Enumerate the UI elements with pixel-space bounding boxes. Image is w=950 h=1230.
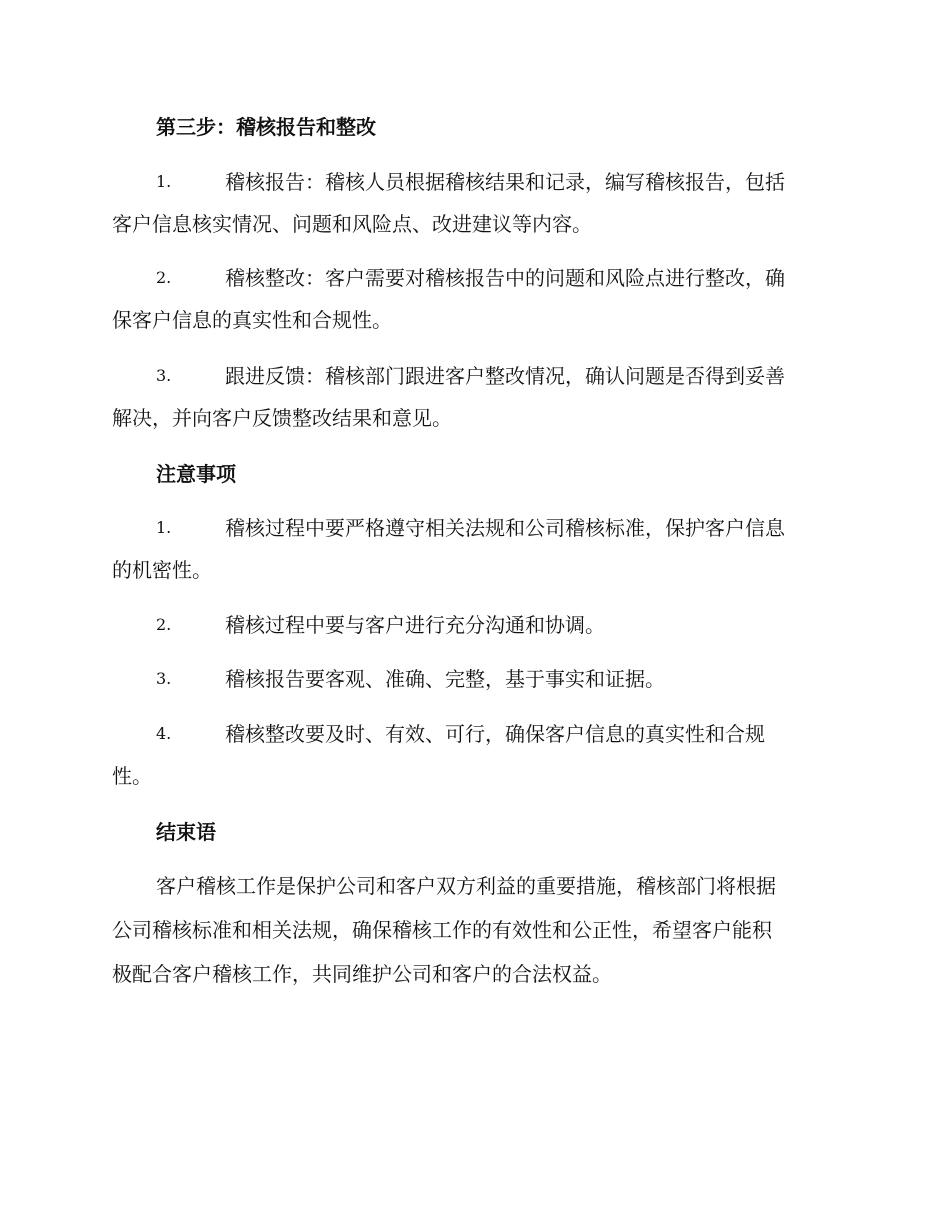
list-item-text: 跟进反馈：稽核部门跟进客户整改情况，确认问题是否得到妥善 (225, 364, 785, 388)
list-item-text: 稽核过程中要严格遵守相关法规和公司稽核标准，保护客户信息 (225, 516, 785, 540)
list-item (112, 257, 836, 341)
list-item-number: 1. (156, 172, 172, 191)
list-item-number: 2. (156, 268, 172, 287)
list-item-number: 2. (156, 615, 172, 634)
list-item-text: 稽核整改要及时、有效、可行，确保客户信息的真实性和合规 (225, 722, 765, 746)
list-item-number: 3. (156, 366, 172, 385)
list-item (112, 355, 836, 439)
paragraph-line: 公司稽核标准和相关法规，确保稽核工作的有效性和公正性，希望客户能积 (112, 918, 772, 942)
list-item-text-continued: 的机密性。 (112, 558, 212, 582)
list-item-text-continued: 保客户信息的真实性和合规性。 (112, 308, 392, 332)
list-item (112, 507, 836, 591)
list-item-text: 稽核报告：稽核人员根据稽核结果和记录，编写稽核报告，包括 (225, 170, 785, 194)
list-item-number: 4. (156, 724, 172, 743)
list-item-text-continued: 解决，并向客户反馈整改结果和意见。 (112, 406, 452, 430)
paragraph-line: 极配合客户稽核工作，共同维护公司和客户的合法权益。 (112, 962, 612, 986)
section-heading-audit-report: 第三步：稽核报告和整改 (156, 115, 376, 139)
list-item-text: 稽核报告要客观、准确、完整，基于事实和证据。 (225, 667, 665, 691)
section-heading-notes: 注意事项 (156, 462, 236, 486)
list-item (112, 604, 836, 646)
list-item-number: 1. (156, 518, 172, 537)
list-item-text: 稽核整改：客户需要对稽核报告中的问题和风险点进行整改，确 (225, 266, 785, 290)
list-item (112, 713, 836, 797)
paragraph-line: 客户稽核工作是保护公司和客户双方利益的重要措施，稽核部门将根据 (156, 874, 776, 898)
list-item-text-continued: 客户信息核实情况、问题和风险点、改进建议等内容。 (112, 212, 592, 236)
list-item (112, 658, 836, 700)
conclusion-paragraph (112, 864, 836, 996)
list-item-text: 稽核过程中要与客户进行充分沟通和协调。 (225, 613, 605, 637)
section-heading-conclusion: 结束语 (156, 820, 216, 844)
list-item-text-continued: 性。 (112, 764, 152, 788)
list-item-number: 3. (156, 669, 172, 688)
list-item (112, 161, 836, 245)
